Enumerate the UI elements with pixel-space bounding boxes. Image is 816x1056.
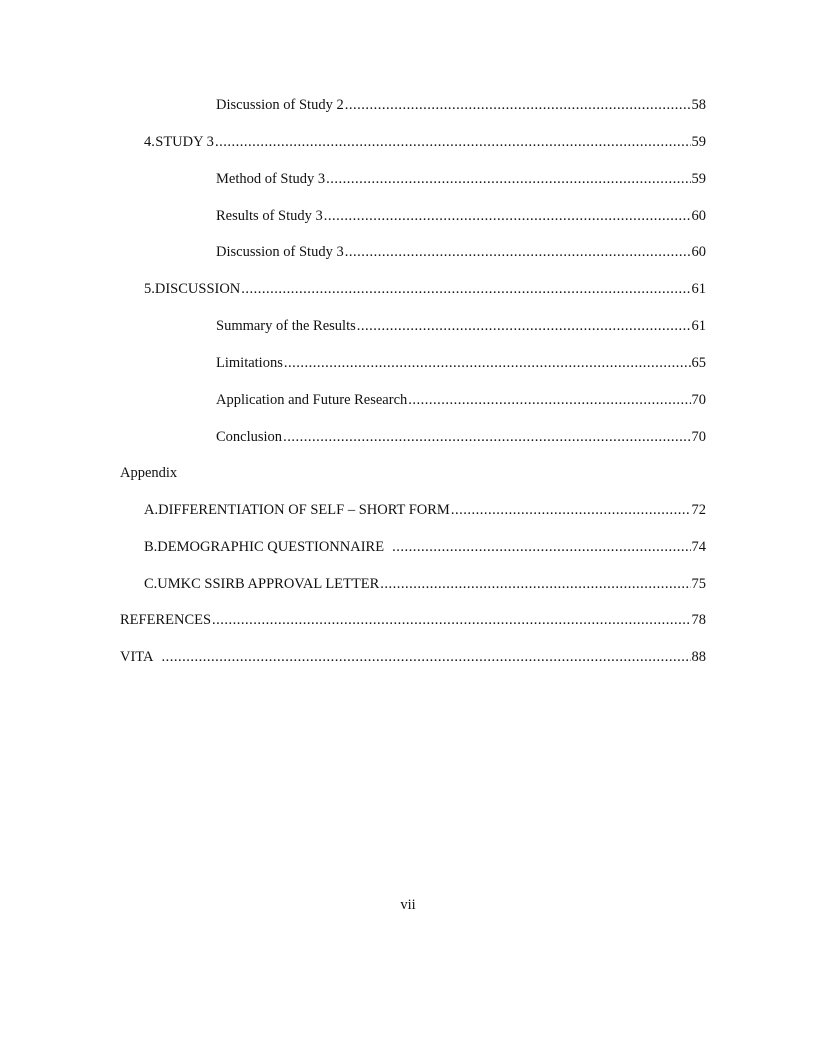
dot-leader bbox=[345, 241, 691, 263]
toc-page-number: 72 bbox=[691, 502, 706, 518]
toc-entry-label: Discussion of Study 2 bbox=[216, 97, 344, 113]
dot-leader bbox=[284, 352, 691, 374]
toc-entry-discussion-of-study-2 bbox=[216, 94, 706, 116]
toc-entry-study-3 bbox=[144, 131, 706, 153]
toc-entry-appendix-b bbox=[144, 536, 706, 558]
toc-page-number: 59 bbox=[691, 134, 706, 150]
toc-entry-label: DEMOGRAPHIC QUESTIONNAIRE bbox=[157, 539, 385, 555]
dot-leader bbox=[161, 646, 690, 668]
toc-entry-label: DISCUSSION bbox=[154, 281, 241, 297]
toc-entry-vita bbox=[120, 646, 706, 668]
dot-leader bbox=[241, 278, 690, 300]
toc-page-number: 88 bbox=[691, 649, 706, 665]
toc-page-number: 59 bbox=[691, 171, 706, 187]
toc-page-number: 70 bbox=[691, 429, 706, 445]
toc-entry-discussion bbox=[144, 278, 706, 300]
toc-appendix-letter: C. bbox=[144, 576, 158, 592]
toc-entry-label: Conclusion bbox=[216, 429, 283, 445]
toc-entry-appendix-c bbox=[144, 573, 706, 595]
toc-page-number: 70 bbox=[691, 392, 706, 408]
toc-entry-application-and-future-research bbox=[216, 389, 706, 411]
toc-entry-label: Summary of the Results bbox=[216, 318, 356, 334]
dot-leader bbox=[283, 426, 690, 448]
dot-leader bbox=[408, 389, 690, 411]
toc-page-number: 65 bbox=[691, 355, 706, 371]
toc-entry-limitations bbox=[216, 352, 706, 374]
toc-page-number: 74 bbox=[691, 539, 706, 555]
toc-entry-label: Limitations bbox=[216, 355, 283, 371]
toc-page-number: 58 bbox=[691, 97, 706, 113]
toc-entry-appendix-a bbox=[144, 499, 706, 521]
toc-page-number: 61 bbox=[691, 318, 706, 334]
toc-page-number: 78 bbox=[691, 612, 706, 628]
toc-entry-discussion-of-study-3 bbox=[216, 241, 706, 263]
dot-leader bbox=[326, 168, 690, 190]
toc-entry-label: Results of Study 3 bbox=[216, 208, 323, 224]
toc-page-number: 60 bbox=[691, 244, 706, 260]
toc-appendix-letter: A. bbox=[144, 502, 159, 518]
toc-chapter-number: 5. bbox=[144, 281, 155, 297]
toc-entry-label: Method of Study 3 bbox=[216, 171, 326, 187]
toc-entry-label: UMKC SSIRB APPROVAL LETTER bbox=[157, 576, 380, 592]
toc-page-number: 75 bbox=[691, 576, 706, 592]
dot-leader bbox=[215, 131, 691, 153]
appendix-heading: Appendix bbox=[120, 465, 178, 481]
dot-leader bbox=[324, 205, 691, 227]
toc-entry-label: STUDY 3 bbox=[155, 134, 214, 150]
toc-entry-label: Discussion of Study 3 bbox=[216, 244, 344, 260]
toc-entry-references bbox=[120, 609, 706, 631]
toc-entry-results-of-study-3 bbox=[216, 205, 706, 227]
toc-entry-conclusion bbox=[216, 426, 706, 448]
toc-entry-label: Application and Future Research bbox=[216, 392, 408, 408]
toc-entry-method-of-study-3 bbox=[216, 168, 706, 190]
toc-appendix-letter: B. bbox=[144, 539, 158, 555]
dot-leader bbox=[212, 609, 690, 631]
dot-leader bbox=[380, 573, 690, 595]
dot-leader bbox=[451, 499, 691, 521]
toc-entry-label: DIFFERENTIATION OF SELF – SHORT FORM bbox=[158, 502, 450, 518]
toc-entry-summary-of-the-results bbox=[216, 315, 706, 337]
dot-leader bbox=[392, 536, 690, 558]
toc-entry-label: VITA bbox=[120, 649, 154, 665]
toc-chapter-number: 4. bbox=[144, 134, 155, 150]
dot-leader bbox=[345, 94, 691, 116]
page-number: vii bbox=[400, 897, 416, 913]
dot-leader bbox=[357, 315, 691, 337]
toc-entry-label: REFERENCES bbox=[120, 612, 212, 628]
toc-page-number: 60 bbox=[691, 208, 706, 224]
toc-page-number: 61 bbox=[691, 281, 706, 297]
